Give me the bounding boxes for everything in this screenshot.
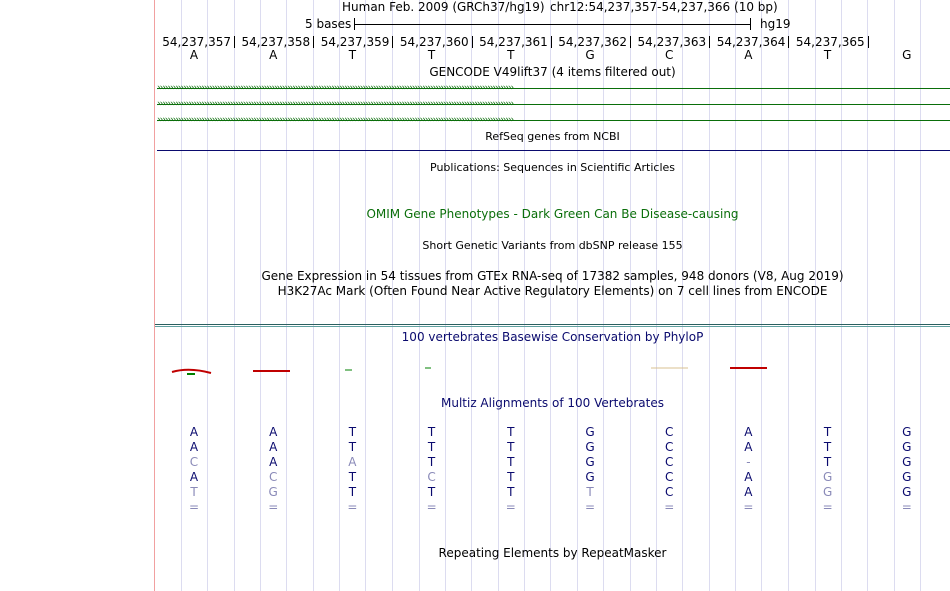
reference-base: A <box>189 48 199 62</box>
alignment-base: T <box>427 425 436 439</box>
position-tick-label: 54,237,360 <box>399 35 469 49</box>
reference-base: T <box>348 48 357 62</box>
position-tick <box>788 36 789 48</box>
alignment-base: = <box>901 500 912 514</box>
alignment-base: G <box>902 425 912 439</box>
alignment-base: C <box>664 425 674 439</box>
alignment-base: = <box>664 500 675 514</box>
refseq-feature-line[interactable] <box>157 150 950 151</box>
scale-bar <box>354 24 751 25</box>
alignment-base: A <box>269 455 278 469</box>
multiz-track-title[interactable]: Multiz Alignments of 100 Vertebrates <box>440 396 665 410</box>
alignment-base: T <box>823 425 832 439</box>
gencode-feature-line <box>157 104 950 105</box>
gencode-feature-line <box>157 120 950 121</box>
position-tick-label: 54,237,364 <box>716 35 786 49</box>
alignment-base: = <box>585 500 596 514</box>
alignment-base: C <box>189 455 199 469</box>
alignment-base: T <box>348 470 357 484</box>
alignment-base: A <box>189 470 199 484</box>
alignment-base: T <box>427 455 436 469</box>
gencode-feature-line <box>157 88 950 89</box>
gtex-track-title[interactable]: Gene Expression in 54 tissues from GTEx RNA-seq of 17382 samples, 948 donors (V8, Aug 2019) <box>261 269 844 283</box>
alignment-base: = <box>268 500 279 514</box>
gencode-track-title[interactable]: GENCODE V49lift37 (4 items filtered out) <box>429 65 676 79</box>
alignment-base: T <box>190 485 198 499</box>
position-tick-label: 54,237,359 <box>320 35 390 49</box>
scale-bar-right-tick <box>750 18 751 30</box>
alignment-base: = <box>347 500 358 514</box>
alignment-base: A <box>348 455 357 469</box>
position-tick-label: 54,237,358 <box>241 35 311 49</box>
alignment-base: G <box>585 440 595 454</box>
position-tick-label: 54,237,365 <box>795 35 865 49</box>
position-tick-label: 54,237,361 <box>479 35 548 49</box>
alignment-base: T <box>348 485 357 499</box>
reference-base: T <box>823 48 832 62</box>
alignment-base: C <box>427 470 436 484</box>
alignment-base: T <box>586 485 594 499</box>
position-tick <box>392 36 393 48</box>
alignment-base: A <box>744 485 753 499</box>
position-tick <box>630 36 631 48</box>
h3k27ac-signal <box>155 324 950 325</box>
position-tick-label: 54,237,363 <box>637 35 707 49</box>
alignment-base: T <box>823 440 832 454</box>
alignment-base: G <box>585 470 595 484</box>
alignment-base: G <box>268 485 278 499</box>
reference-base: G <box>585 48 595 62</box>
position-tick <box>709 36 710 48</box>
alignment-base: A <box>189 440 199 454</box>
track-label-column <box>0 0 154 591</box>
alignment-base: C <box>664 485 674 499</box>
publications-track-title[interactable]: Publications: Sequences in Scientific Articles <box>430 161 675 174</box>
alignment-base: T <box>507 425 515 439</box>
alignment-base: A <box>269 425 278 439</box>
alignment-base: T <box>348 440 357 454</box>
alignment-base: T <box>507 440 515 454</box>
position-tick <box>551 36 552 48</box>
alignment-base: C <box>664 470 674 484</box>
reference-base: A <box>744 48 753 62</box>
alignment-base: = <box>426 500 437 514</box>
alignment-base: T <box>507 455 515 469</box>
alignment-base: A <box>744 425 753 439</box>
position-tick-label: 54,237,357 <box>162 35 231 49</box>
position-tick <box>234 36 235 48</box>
reference-base: T <box>507 48 515 62</box>
phylop-track-title[interactable]: 100 vertebrates Basewise Conservation by PhyloP <box>401 330 704 344</box>
alignment-base: = <box>505 500 516 514</box>
alignment-base: T <box>427 485 436 499</box>
alignment-base: T <box>348 425 357 439</box>
alignment-base: A <box>269 440 278 454</box>
reference-base: C <box>664 48 674 62</box>
alignment-base: G <box>585 455 595 469</box>
alignment-base: = <box>822 500 833 514</box>
alignment-base: G <box>902 470 912 484</box>
alignment-base: G <box>902 455 912 469</box>
repeatmasker-track-title[interactable]: Repeating Elements by RepeatMasker <box>438 546 667 560</box>
alignment-base: = <box>189 500 200 514</box>
alignment-base: - <box>746 455 751 469</box>
position-range: chr12:54,237,357-54,237,366 (10 bp) <box>550 0 778 14</box>
h3k27ac-track-title[interactable]: H3K27Ac Mark (Often Found Near Active Regulatory Elements) on 7 cell lines from ENCODE <box>277 284 828 298</box>
alignment-base: G <box>822 470 833 484</box>
alignment-base: A <box>189 425 199 439</box>
phylop-wiggle <box>155 360 950 380</box>
alignment-base: = <box>743 500 754 514</box>
position-tick <box>868 36 869 48</box>
alignment-base: T <box>427 440 436 454</box>
alignment-base: G <box>822 485 833 499</box>
h3k27ac-signal <box>155 326 950 327</box>
alignment-base: C <box>664 440 674 454</box>
alignment-base: G <box>902 485 912 499</box>
alignment-base: T <box>507 485 515 499</box>
alignment-base: G <box>585 425 595 439</box>
alignment-base: T <box>507 470 515 484</box>
scale-db: hg19 <box>760 17 791 31</box>
alignment-base: C <box>664 455 674 469</box>
reference-base: T <box>427 48 436 62</box>
position-tick <box>472 36 473 48</box>
alignment-base: C <box>268 470 278 484</box>
position-tick <box>313 36 314 48</box>
omim-track-title[interactable]: OMIM Gene Phenotypes - Dark Green Can Be Disease-causing <box>366 207 739 221</box>
assembly-title: Human Feb. 2009 (GRCh37/hg19) <box>342 0 545 14</box>
alignment-base: G <box>902 440 912 454</box>
phylop-peak <box>172 370 211 373</box>
scale-text: 5 bases <box>305 17 352 31</box>
reference-base: G <box>902 48 912 62</box>
reference-base: A <box>269 48 278 62</box>
alignment-base: A <box>744 440 753 454</box>
alignment-base: T <box>823 455 832 469</box>
refseq-track-title[interactable]: RefSeq genes from NCBI <box>485 130 620 143</box>
position-tick-label: 54,237,362 <box>558 35 627 49</box>
alignment-base: A <box>744 470 753 484</box>
dbsnp-track-title[interactable]: Short Genetic Variants from dbSNP release 155 <box>422 239 683 252</box>
